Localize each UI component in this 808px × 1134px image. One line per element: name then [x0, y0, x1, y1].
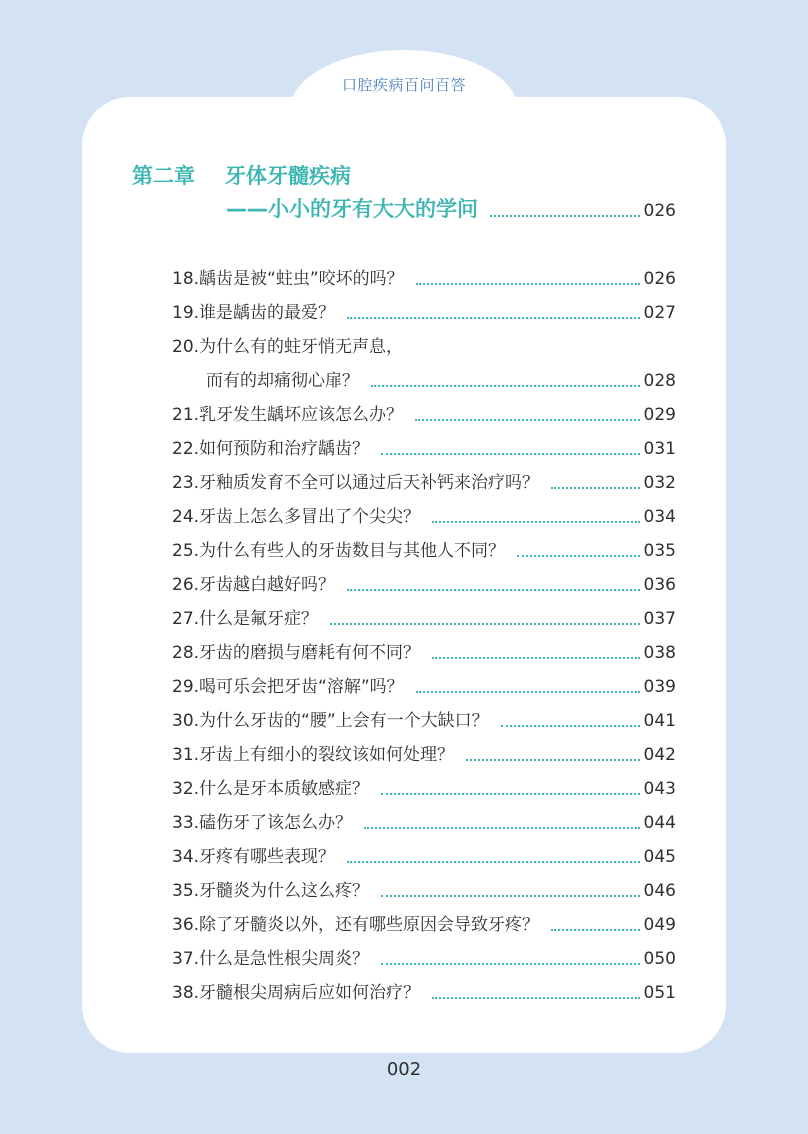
toc-entry-title: 乳牙发生龋坏应该怎么办？: [199, 405, 404, 425]
dot-leader: [432, 521, 640, 523]
toc-entry-title: 为什么有些人的牙齿数目与其他人不同？: [199, 541, 506, 561]
toc-entry-page: 027: [643, 303, 676, 323]
toc-entry-number: 27.: [172, 609, 200, 629]
toc-entry-title: 什么是氟牙症？: [199, 609, 319, 629]
toc-entry-text: [172, 403, 403, 427]
toc-entry-number: 37.: [172, 949, 200, 969]
toc-entry-page: 036: [643, 575, 676, 595]
dot-leader: [416, 691, 640, 693]
toc-entry-text: [172, 845, 335, 869]
dot-leader: [501, 725, 640, 727]
toc-entry[interactable]: [172, 295, 676, 325]
toc-entry-text: [172, 641, 420, 665]
toc-entry-page: 037: [643, 609, 676, 629]
toc-entry[interactable]: [172, 975, 676, 1005]
chapter-subtitle: ——小小的牙有大大的学问: [226, 197, 478, 221]
toc-entry-page: 039: [643, 677, 676, 697]
dot-leader: [381, 963, 640, 965]
chapter-label: 第二章: [132, 164, 195, 188]
dot-leader: [364, 827, 640, 829]
toc-entry-number: 20.: [172, 337, 200, 357]
dot-leader: [330, 623, 640, 625]
toc-entry-title: 谁是龋齿的最爱？: [199, 303, 336, 323]
toc-entry-text: [172, 335, 403, 359]
toc-entry-text: [172, 675, 404, 699]
toc-entry-page: 049: [643, 915, 676, 935]
toc-entry[interactable]: [172, 635, 676, 665]
toc-entry-page: 045: [643, 847, 676, 867]
toc-entry-text: [172, 573, 335, 597]
toc-entry-title: 为什么牙齿的“腰”上会有一个大缺口？: [199, 711, 489, 731]
toc-entry-text: [172, 879, 369, 903]
toc-entry-title: 什么是牙本质敏感症？: [199, 779, 370, 799]
toc-entry[interactable]: [172, 771, 676, 801]
toc-entry[interactable]: [172, 873, 676, 903]
toc-entry-number: 30.: [172, 711, 200, 731]
toc-entry[interactable]: [172, 805, 676, 835]
toc-entry-text: [172, 267, 404, 291]
toc-entry-text: [172, 913, 539, 937]
toc-entry[interactable]: [172, 499, 676, 529]
toc-entry-text: [172, 437, 369, 461]
toc-entry-page: 046: [643, 881, 676, 901]
toc-entry-page: 031: [643, 439, 676, 459]
toc-entry[interactable]: [172, 567, 676, 597]
toc-entry-page: 042: [643, 745, 676, 765]
toc-entry-page: 035: [643, 541, 676, 561]
toc-entry[interactable]: [172, 703, 676, 733]
toc-entry-text: [172, 607, 318, 631]
toc-entry[interactable]: [172, 431, 676, 461]
toc-entry-title: 牙齿上有细小的裂纹该如何处理？: [199, 745, 455, 765]
toc-entry[interactable]: [172, 669, 676, 699]
toc-entry-title: 什么是急性根尖周炎？: [199, 949, 370, 969]
toc-entry-text: [172, 777, 369, 801]
toc-entry-number: 22.: [172, 439, 200, 459]
chapter-page-number: 026: [643, 201, 676, 221]
toc-entry-text: [172, 301, 335, 325]
toc-entry-number: 29.: [172, 677, 200, 697]
toc-entry-page: 026: [643, 269, 676, 289]
dot-leader: [432, 997, 640, 999]
toc-entry-title: 牙髓根尖周病后应如何治疗？: [199, 983, 421, 1003]
toc-entry-number: 35.: [172, 881, 200, 901]
toc-entry-title: 牙齿越白越好吗？: [199, 575, 336, 595]
dot-leader: [415, 419, 640, 421]
toc-entry-number: 31.: [172, 745, 200, 765]
toc-entry-number: 38.: [172, 983, 200, 1003]
toc-entry[interactable]: [172, 941, 676, 971]
toc-entry-text: [172, 947, 369, 971]
book-title: 口腔疾病百问百答: [341, 76, 466, 94]
toc-entry-title: 磕伤牙了该怎么办？: [199, 813, 353, 833]
dot-leader: [416, 283, 640, 285]
toc-entry[interactable]: [172, 329, 676, 359]
toc-entry-number: 21.: [172, 405, 200, 425]
toc-entry-page: 034: [643, 507, 676, 527]
dot-leader: [466, 759, 640, 761]
toc-entry-title: 牙齿的磨损与磨耗有何不同？: [199, 643, 421, 663]
toc-entry-title: 牙齿上怎么多冒出了个尖尖？: [199, 507, 421, 527]
dot-leader: [551, 929, 640, 931]
toc-entry-number: 33.: [172, 813, 200, 833]
toc-entry-page: 032: [643, 473, 676, 493]
dot-leader: [347, 589, 640, 591]
toc-entry-number: 23.: [172, 473, 200, 493]
toc-entry-number: 25.: [172, 541, 200, 561]
dot-leader: [432, 657, 640, 659]
toc-entry-continuation[interactable]: [206, 363, 676, 393]
toc-entry[interactable]: [172, 465, 676, 495]
toc-entry-page: 051: [643, 983, 676, 1003]
toc-entry-title: 牙疼有哪些表现？: [199, 847, 336, 867]
toc-entry-number: 32.: [172, 779, 200, 799]
toc-entry[interactable]: [172, 397, 676, 427]
toc-entry-number: 26.: [172, 575, 200, 595]
chapter-heading: [132, 160, 351, 190]
toc-entry-page: 028: [643, 371, 676, 391]
toc-entry[interactable]: [172, 601, 676, 631]
toc-entry-number: 28.: [172, 643, 200, 663]
toc-entry-text: [172, 811, 352, 835]
toc-entry-number: 34.: [172, 847, 200, 867]
toc-entry-title: 龋齿是被“蛀虫”咬坏的吗？: [199, 269, 404, 289]
toc-entry-page: 050: [643, 949, 676, 969]
dot-leader: [517, 555, 640, 557]
toc-entry-title: 牙釉质发育不全可以通过后天补钙来治疗吗？: [199, 473, 540, 493]
toc-entry-text: [172, 743, 454, 767]
toc-entry-page: 044: [643, 813, 676, 833]
toc-entry-text: [172, 539, 505, 563]
dot-leader: [347, 317, 640, 319]
chapter-subtitle-row[interactable]: [226, 193, 676, 223]
toc-entry-number: 24.: [172, 507, 200, 527]
toc-entry-number: 36.: [172, 915, 200, 935]
toc-entry-number: 19.: [172, 303, 200, 323]
toc-entry-number: 18.: [172, 269, 200, 289]
toc-entry-title: 除了牙髓炎以外，还有哪些原因会导致牙疼？: [199, 915, 540, 935]
dot-leader: [381, 793, 640, 795]
toc-entry-page: 029: [643, 405, 676, 425]
toc-entry-title: 喝可乐会把牙齿“溶解”吗？: [199, 677, 404, 697]
toc-entry-text: [172, 709, 489, 733]
dot-leader: [381, 453, 640, 455]
toc-entry-page: 043: [643, 779, 676, 799]
toc-entry-title: 为什么有的蛀牙悄无声息，: [199, 337, 404, 357]
dot-leader: [381, 895, 640, 897]
toc-entry-title: 如何预防和治疗龋齿？: [199, 439, 370, 459]
toc-entry-page: 041: [643, 711, 676, 731]
dot-leader: [551, 487, 640, 489]
dot-leader: [371, 385, 640, 387]
toc-entry[interactable]: [172, 907, 676, 937]
toc-entry[interactable]: [172, 839, 676, 869]
toc-entry[interactable]: [172, 737, 676, 767]
toc-entry[interactable]: [172, 261, 676, 291]
toc-entry-text: [172, 981, 420, 1005]
dot-leader: [347, 861, 640, 863]
page-number: 002: [386, 1059, 422, 1080]
dot-leader: [490, 215, 640, 217]
toc-entry-title: 牙髓炎为什么这么疼？: [199, 881, 370, 901]
chapter-title: 牙体牙髓疾病: [225, 164, 351, 188]
toc-entry-title-cont: 而有的却痛彻心扉？: [206, 371, 359, 391]
toc-entry[interactable]: [172, 533, 676, 563]
toc-entry-text: [172, 471, 539, 495]
toc-entry-page: 038: [643, 643, 676, 663]
toc-entry-text: [172, 505, 420, 529]
